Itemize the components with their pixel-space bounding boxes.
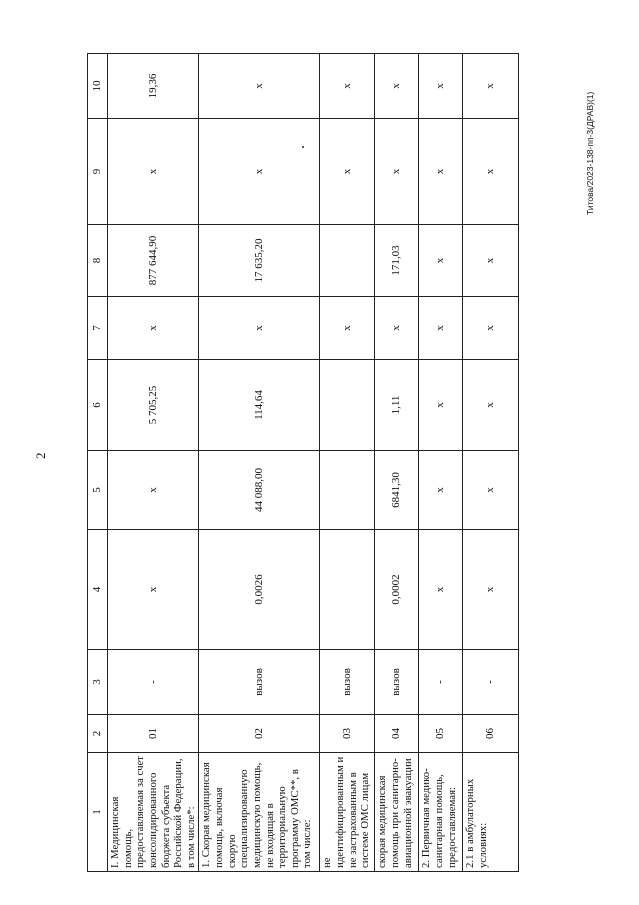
header-cell: 6 — [88, 360, 108, 451]
header-cell: 5 — [88, 451, 108, 530]
percent-cell: х — [320, 54, 375, 119]
value-cell: х — [419, 119, 463, 225]
value-cell: х — [463, 119, 519, 225]
row-code: 06 — [463, 715, 519, 753]
header-cell: 3 — [88, 650, 108, 715]
table-row — [463, 54, 519, 872]
cost-cell: 44 088,00 — [199, 451, 320, 530]
cost-cell: х — [108, 451, 199, 530]
unit-cell: - — [108, 650, 199, 715]
norm-cell: 1,11 — [375, 360, 419, 451]
value-cell: х — [375, 297, 419, 360]
data-table — [87, 53, 519, 872]
norm-cell — [320, 360, 375, 451]
value-cell: х — [320, 297, 375, 360]
value-cell: х — [419, 297, 463, 360]
header-cell: 10 — [88, 54, 108, 119]
norm-cell: х — [463, 360, 519, 451]
cost-cell: 6841,30 — [375, 451, 419, 530]
unit-cell: - — [463, 650, 519, 715]
document-footer: Титова/2023-138-пп-3(ДРАВ)(1) — [585, 91, 595, 215]
value-cell: х — [199, 119, 320, 225]
percent-cell: х — [199, 54, 320, 119]
total-cell: 171,03 — [375, 225, 419, 297]
volume-cell: 0,0026 — [199, 530, 320, 650]
percent-cell: х — [463, 54, 519, 119]
cost-cell: х — [463, 451, 519, 530]
table-row — [419, 54, 463, 872]
total-cell: х — [419, 225, 463, 297]
table-row — [320, 54, 375, 872]
row-code: 02 — [199, 715, 320, 753]
unit-cell: - — [419, 650, 463, 715]
header-cell: 4 — [88, 530, 108, 650]
value-cell: х — [463, 297, 519, 360]
value-cell: х — [199, 297, 320, 360]
row-code: 04 — [375, 715, 419, 753]
row-description: не идентифицированным и не застрахованным в системе ОМС лицам — [320, 753, 375, 872]
value-cell: х — [108, 119, 199, 225]
table-row — [375, 54, 419, 872]
table-row — [108, 54, 199, 872]
table-row — [199, 54, 320, 872]
table-header-row — [88, 54, 108, 872]
value-cell: х — [320, 119, 375, 225]
page-number: 2 — [33, 452, 48, 459]
header-cell: 9 — [88, 119, 108, 225]
row-description: 2.1 в амбулаторных условиях: — [463, 753, 519, 872]
percent-cell: х — [375, 54, 419, 119]
unit-cell: вызов — [199, 650, 320, 715]
row-code: 05 — [419, 715, 463, 753]
volume-cell: 0,0002 — [375, 530, 419, 650]
row-description: I. Медицинская помощь, предоставляемая за счет консолидированного бюджета субъекта Российской Федерации, в том числе*: — [108, 753, 199, 872]
percent-cell: 19,36 — [108, 54, 199, 119]
total-cell — [320, 225, 375, 297]
total-cell: х — [463, 225, 519, 297]
row-description: скорая медицинская помощь при санитарно-авиационной эвакуации — [375, 753, 419, 872]
header-cell: 8 — [88, 225, 108, 297]
total-cell: 17 635,20 — [199, 225, 320, 297]
norm-cell: 5 705,25 — [108, 360, 199, 451]
row-code: 01 — [108, 715, 199, 753]
value-cell: х — [375, 119, 419, 225]
row-description: 1. Скорая медицинская помощь, включая скорую специализированную медицинскую помощь, не входящая в территориальную программу ОМС**, в том числе: — [199, 753, 320, 872]
table-container — [87, 54, 502, 872]
header-cell: 2 — [88, 715, 108, 753]
norm-cell: 114,64 — [199, 360, 320, 451]
volume-cell — [320, 530, 375, 650]
volume-cell: х — [419, 530, 463, 650]
volume-cell: х — [463, 530, 519, 650]
total-cell: 877 644,90 — [108, 225, 199, 297]
norm-cell: х — [419, 360, 463, 451]
volume-cell: х — [108, 530, 199, 650]
cost-cell — [320, 451, 375, 530]
value-cell: х — [108, 297, 199, 360]
row-code: 03 — [320, 715, 375, 753]
unit-cell: вызов — [320, 650, 375, 715]
header-cell: 7 — [88, 297, 108, 360]
row-description: 2. Первичная медико-санитарная помощь, предоставляемая: — [419, 753, 463, 872]
header-cell: 1 — [88, 753, 108, 872]
unit-cell: вызов — [375, 650, 419, 715]
cost-cell: х — [419, 451, 463, 530]
percent-cell: х — [419, 54, 463, 119]
